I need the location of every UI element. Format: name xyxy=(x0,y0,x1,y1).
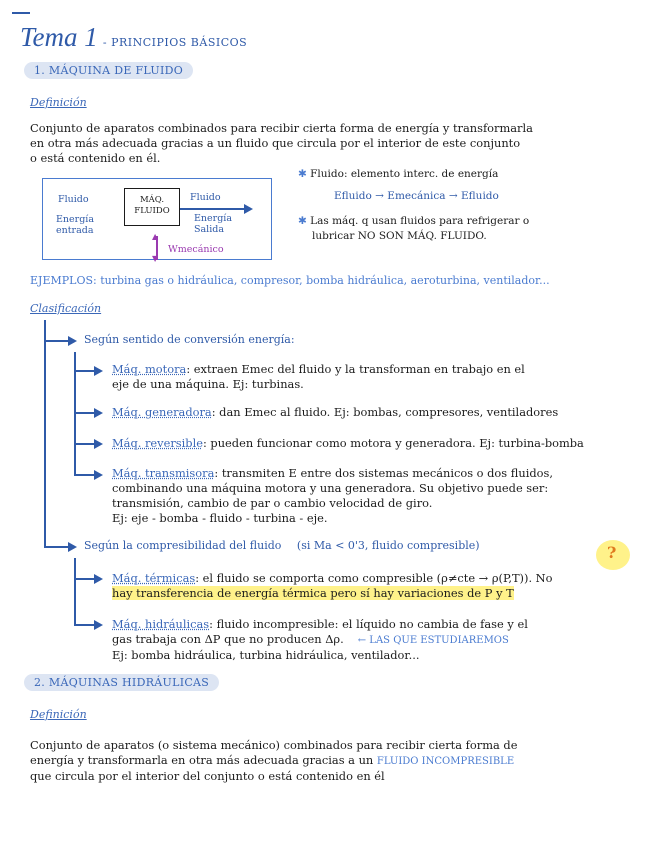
energia-in-label: Energía entrada xyxy=(56,214,94,236)
ejemplos-line: EJEMPLOS: turbina gas o hidráulica, compresor, bomba hidráulica, aeroturbina, ventilador... xyxy=(30,274,550,287)
clasificacion-label: Clasificación xyxy=(30,302,102,315)
energia-out-label: Energía Salida xyxy=(194,213,232,235)
arrow-hidraulicas xyxy=(94,620,103,630)
def-1-line-2: en otra más adecuada gracias a un fluido que circula por el interior de este conjunto xyxy=(30,136,521,150)
tree-trunk xyxy=(44,320,46,546)
definicion-label-2: Definición xyxy=(30,708,87,721)
page-subtitle: - PRINCIPIOS BÁSICOS xyxy=(102,36,248,49)
item-reversible: Máq. reversible: pueden funcionar como motora y generadora. Ej: turbina-bomba xyxy=(112,436,584,450)
maq-fluido-box: MÁQ. FLUIDO xyxy=(124,188,180,226)
sentido-label: Según sentido de conversión energía: xyxy=(84,333,295,346)
arrow-termicas xyxy=(94,574,103,584)
side-note-1: ✱ Fluido: elemento interc. de energía xyxy=(298,168,499,180)
wmec-label: Wmecánico xyxy=(168,244,224,255)
arrow-compres xyxy=(68,542,77,552)
fluido-out-label: Fluido xyxy=(190,192,221,203)
fluido-in-label: Fluido xyxy=(58,194,89,205)
section-2-heading: 2. MÁQUINAS HIDRÁULICAS xyxy=(24,674,219,691)
section-1-heading: 1. MÁQUINA DE FLUIDO xyxy=(24,62,193,79)
fluido-incompresible-highlight: FLUIDO INCOMPRESIBLE xyxy=(376,756,515,767)
arrow-generadora xyxy=(94,408,103,418)
def-1-line-1: Conjunto de aparatos combinados para recibir cierta forma de energía y transformarla xyxy=(30,121,533,135)
compres-label: Según la compresibilidad del fluido (si Ma < 0'3, fluido compresible) xyxy=(84,539,480,552)
definition-1 xyxy=(30,121,533,166)
def-2-line-2: energía y transformarla en otra más adecuada gracias a un FLUIDO INCOMPRESIBLE xyxy=(30,753,515,767)
wmec-arrow-down-icon: ▼ xyxy=(152,254,159,263)
definition-2 xyxy=(30,738,517,784)
item-motora: Máq. motora: extraen Emec del fluido y la transforman en trabajo en el eje de una máquina. Ej: turbinas. xyxy=(112,362,525,391)
output-arrow-head xyxy=(244,204,253,214)
arrow-transmisora xyxy=(94,470,103,480)
item-termicas: Máq. térmicas: el fluido se comporta como compresible (ρ≠cte → ρ(P,T)). No hay transferencia de energía térmica pero sí hay variaciones de P y T xyxy=(112,571,553,600)
def-2-line-1: Conjunto de aparatos (o sistema mecánico) combinados para recibir cierta forma de xyxy=(30,738,518,752)
asterisk-icon-2: ✱ xyxy=(298,215,311,227)
tree-branch-compres xyxy=(44,546,68,548)
arrow-motora xyxy=(94,366,103,376)
arrow-sentido xyxy=(68,336,77,346)
tree-branch-sentido xyxy=(44,340,68,342)
def-1-line-3: o está contenido en él. xyxy=(30,151,161,165)
item-hidraulicas: Máq. hidráulicas: fluido incompresible: el líquido no cambia de fase y el gas trabaja con ΔP que no producen Δρ. ← LAS QUE ESTUDIAREMOS Ej: bomba hidráulica, turbina hidráulica, ventilador... xyxy=(112,617,528,662)
compres-trunk xyxy=(74,558,76,624)
wmec-arrow-up-icon: ▲ xyxy=(152,232,159,241)
page-title: Tema 1 xyxy=(20,22,98,52)
question-mark-icon: ? xyxy=(607,543,617,562)
side-note-2: ✱ Las máq. q usan fluidos para refrigerar o lubricar NO SON MÁQ. FLUIDO. xyxy=(298,215,530,242)
item-generadora: Máq. generadora: dan Emec al fluido. Ej: bombas, compresores, ventiladores xyxy=(112,405,559,419)
asterisk-icon: ✱ xyxy=(298,168,311,180)
definicion-label-1: Definición xyxy=(30,96,87,109)
side-note-equation: Efluido → Emecánica → Efluido xyxy=(334,190,499,202)
output-arrow-line xyxy=(180,208,244,210)
arrow-reversible xyxy=(94,439,103,449)
title-area xyxy=(20,22,640,52)
compres-note: (si Ma < 0'3, fluido compresible) xyxy=(296,539,480,552)
estudiaremos-tag: ← LAS QUE ESTUDIAREMOS xyxy=(357,635,509,646)
def-2-line-3: que circula por el interior del conjunto o está contenido en él xyxy=(30,769,385,783)
item-transmisora: Máq. transmisora: transmiten E entre dos sistemas mecánicos o dos fluidos, combinando una máquina motora y una generadora. Su objetivo puede ser: transmisión, cambio de par o cambio velocidad de giro. Ej: eje - bomba - fluido - turbina - eje. xyxy=(112,466,553,525)
title-decoration xyxy=(12,12,30,14)
